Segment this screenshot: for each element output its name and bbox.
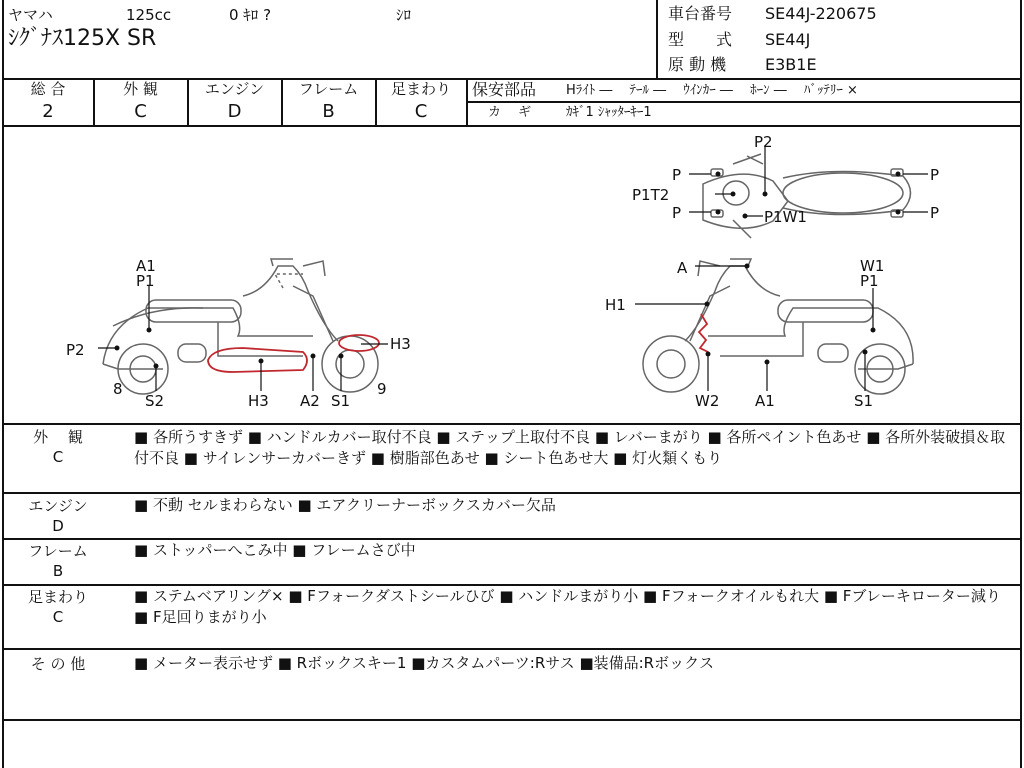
rule-g5 — [466, 79, 468, 126]
leader-dots — [115, 172, 901, 369]
grade-engine-label: エンジン — [204, 80, 265, 98]
label-right-w2: W2 — [695, 392, 720, 410]
rule-notes-4 — [2, 648, 1021, 650]
grade-frame-label: フレーム — [298, 80, 359, 98]
label-right-s1: S1 — [854, 392, 874, 410]
engine-label: 原 動 機 — [668, 55, 727, 74]
label-left-a1: A1 — [136, 257, 156, 275]
key-value: ｶｷﾞ1 ｼｬｯﾀｰｷｰ1 — [566, 105, 652, 120]
note-other-text: ■ メーター表示せず ■ Rボックスキー1 ■カスタムパーツ:Rサス ■装備品:Rボックス — [134, 654, 714, 672]
type-label: 型 式 — [668, 30, 733, 49]
label-top-p1t2: P1T2 — [632, 186, 670, 204]
label-left-9: 9 — [377, 380, 387, 398]
frame-right — [1020, 0, 1022, 768]
label-right-a1: A1 — [755, 392, 775, 410]
note-suspension-grade: C — [52, 608, 64, 626]
label-top-p-tr: P — [930, 166, 940, 184]
rule-diagram-bottom — [2, 423, 1021, 425]
color-text: ｼﾛ — [396, 6, 412, 24]
label-left-s2: S2 — [145, 392, 165, 410]
label-left-8: 8 — [113, 380, 123, 398]
engine-value: E3B1E — [765, 55, 817, 74]
rule-notes-5 — [2, 719, 1021, 721]
damage-marks — [208, 314, 708, 372]
label-top-p-br: P — [930, 204, 940, 222]
label-top-p-bl: P — [672, 204, 682, 222]
key-label: カ ギ — [488, 105, 532, 120]
label-top-p2: P2 — [754, 133, 773, 151]
grade-suspension-value: C — [414, 101, 428, 122]
note-exterior-grade: C — [52, 448, 64, 466]
grade-engine-value: D — [227, 101, 242, 122]
label-right-h1: H1 — [605, 296, 626, 314]
label-left-a2: A2 — [300, 392, 320, 410]
note-engine-grade: D — [52, 517, 64, 535]
displacement-text: 125cc — [126, 6, 172, 24]
safety-items: Hﾗｲﾄ ― ﾃｰﾙ ― ｳｲﾝｶｰ ― ﾎｰﾝ ― ﾊﾞｯﾃﾘｰ × — [566, 83, 858, 98]
rule-grades-mid — [466, 101, 1021, 103]
label-left-h3-bottom: H3 — [248, 392, 269, 410]
rule-header-split — [656, 0, 658, 79]
note-exterior-text: ■ 各所うすきず ■ ハンドルカバー取付不良 ■ ステップ上取付不良 ■ レバーまがり ■ 各所ペイント色あせ ■ 各所外装破損＆取付不良 ■ サイレンサーカバーきず ■ 樹脂部色あせ ■ シート色あせ大 ■ 灯火類くもり — [134, 428, 1006, 467]
note-suspension-text: ■ ステムベアリング× ■ Fフォークダストシールひび ■ ハンドルまがり小 ■ Fフォークオイルもれ大 ■ Fブレーキローター減り ■ F足回りまがり小 — [134, 587, 1001, 626]
label-right-p1: P1 — [860, 272, 879, 290]
grade-frame-value: B — [322, 101, 335, 122]
safety-label: 保安部品 — [472, 80, 537, 99]
grade-suspension-label: 足まわり — [390, 80, 451, 98]
note-exterior-label: 外 観 — [33, 428, 83, 446]
rule-notes-1 — [2, 492, 1021, 494]
note-engine-label: エンジン — [28, 497, 88, 515]
grade-exterior-value: C — [134, 101, 147, 122]
note-engine-text: ■ 不動 セルまわらない ■ エアクリーナーボックスカバー欠品 — [134, 496, 556, 514]
note-other-label: そ の 他 — [30, 655, 86, 673]
maker-text: ヤマハ — [8, 6, 53, 24]
label-right-a: A — [677, 259, 688, 277]
grade-total-label: 総 合 — [30, 80, 66, 98]
label-left-s1: S1 — [331, 392, 351, 410]
grade-exterior-label: 外 観 — [123, 80, 158, 98]
label-left-p2: P2 — [66, 341, 85, 359]
note-suspension-label: 足まわり — [27, 588, 88, 606]
label-top-p-tl: P — [672, 166, 682, 184]
frame-no-label: 車台番号 — [668, 4, 733, 23]
model-title: ｼｸﾞﾅｽ125X SR — [8, 26, 157, 51]
frame-no-value: SE44J-220675 — [765, 4, 877, 23]
note-frame-label: フレーム — [28, 542, 88, 560]
label-left-p1: P1 — [136, 272, 155, 290]
label-right-w1: W1 — [860, 257, 885, 275]
note-frame-grade: B — [52, 562, 64, 580]
grade-total-value: 2 — [42, 101, 54, 122]
label-left-h3-right: H3 — [390, 335, 411, 353]
note-frame-text: ■ ストッパーへこみ中 ■ フレームさび中 — [134, 541, 416, 559]
label-top-p1w1: P1W1 — [764, 208, 807, 226]
type-value: SE44J — [765, 30, 811, 49]
mileage-text: 0 ｷﾛ ? — [229, 6, 272, 24]
